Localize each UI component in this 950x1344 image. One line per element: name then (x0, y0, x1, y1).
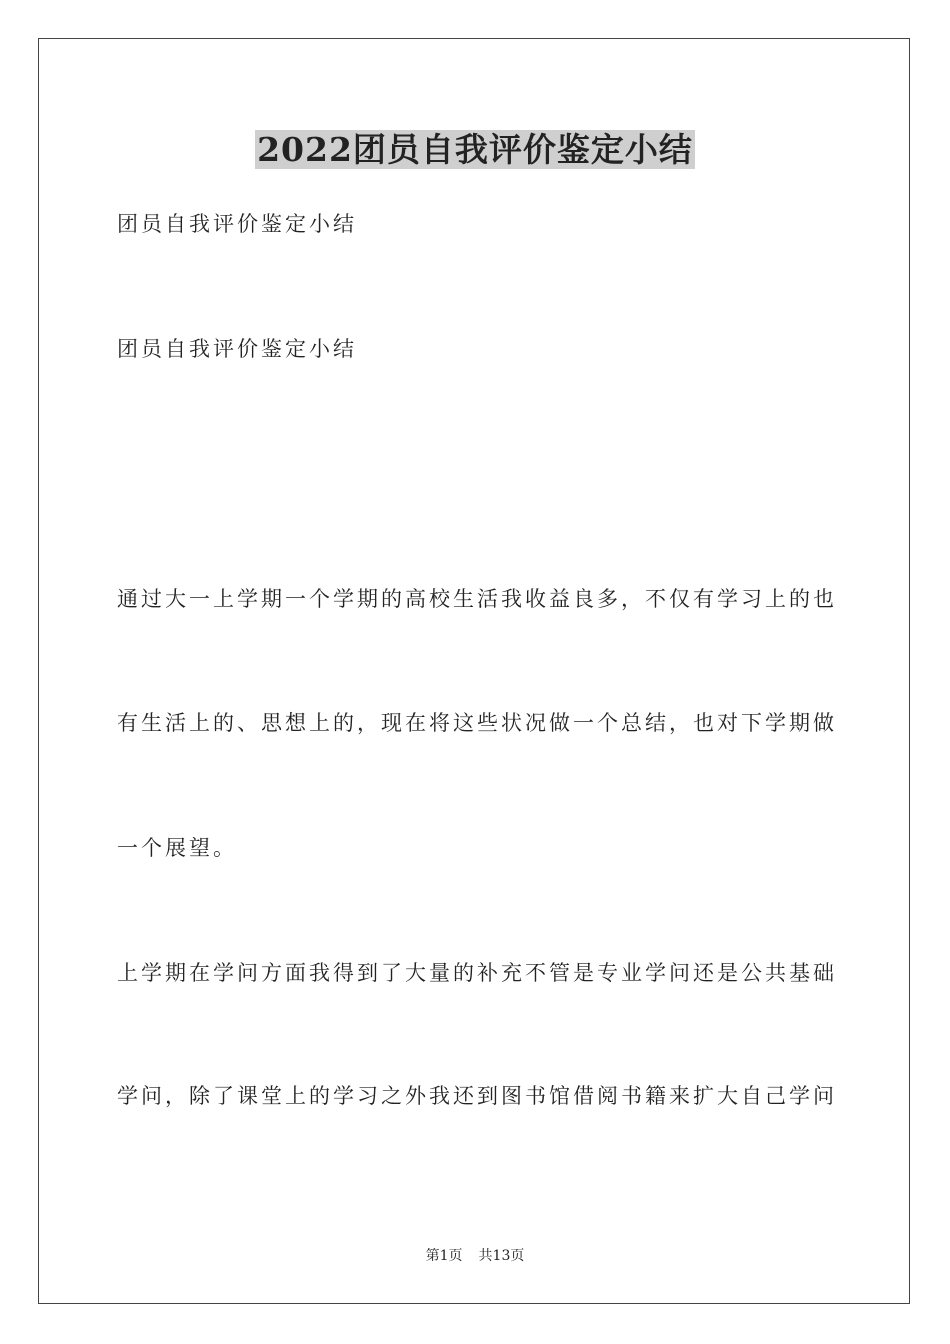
page-total: 共13页 (478, 1248, 525, 1264)
body-line-4: 上学期在学问方面我得到了大量的补充不管是专业学问还是公共基础 (117, 961, 837, 985)
subtitle-line-1: 团员自我评价鉴定小结 (117, 212, 357, 236)
page-number: 第1页 (425, 1248, 463, 1264)
subtitle-line-2: 团员自我评价鉴定小结 (117, 337, 357, 361)
body-line-2: 有生活上的、思想上的，现在将这些状况做一个总结，也对下学期做 (117, 711, 837, 735)
document-title (0, 128, 950, 172)
body-line-3: 一个展望。 (117, 836, 237, 860)
document-title-text: 2022团员自我评价鉴定小结 (257, 130, 693, 169)
page-footer (0, 1246, 950, 1266)
body-line-5: 学问，除了课堂上的学习之外我还到图书馆借阅书籍来扩大自己学问 (117, 1084, 837, 1108)
body-line-1: 通过大一上学期一个学期的高校生活我收益良多，不仅有学习上的也 (117, 587, 837, 611)
